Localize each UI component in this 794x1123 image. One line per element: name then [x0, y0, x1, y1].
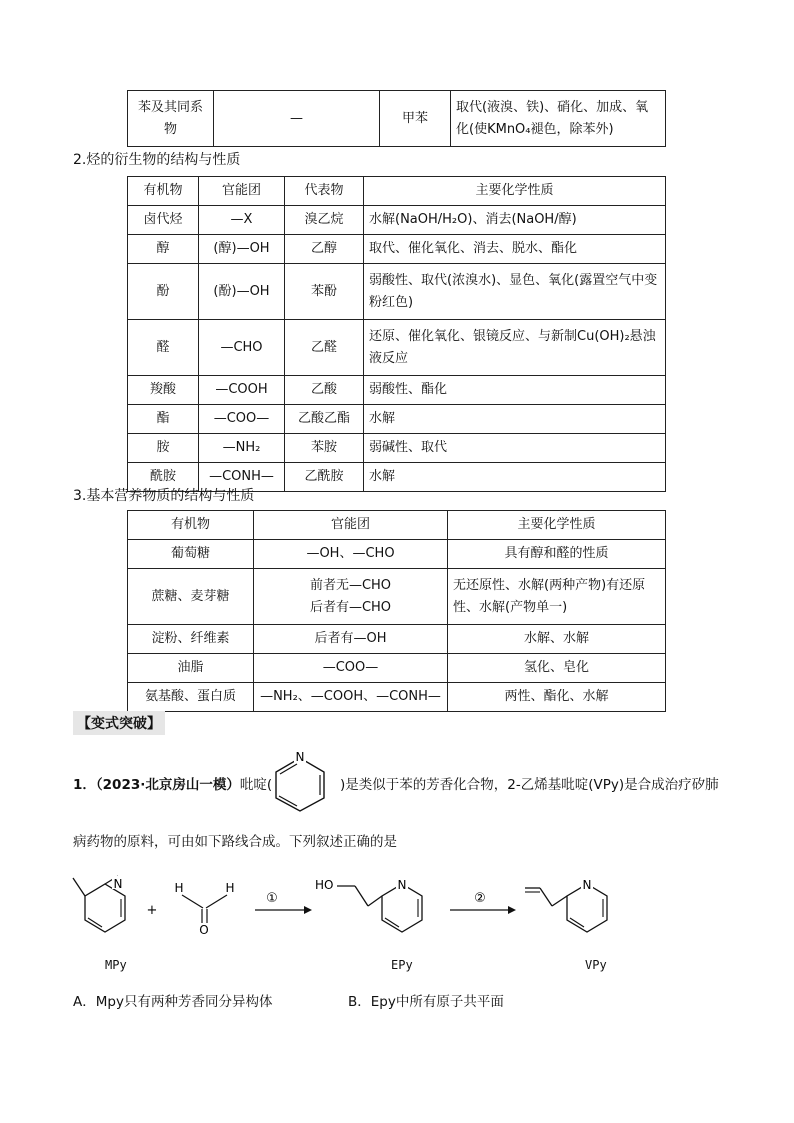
table-row: [128, 654, 666, 683]
table-row: [128, 683, 666, 712]
table-row: [128, 405, 666, 434]
table-cell: 酰胺: [128, 463, 199, 492]
option-b: B．Epy中所有原子共平面: [348, 994, 504, 1010]
table-cell: 氢化、皂化: [448, 654, 666, 683]
option-a: A．Mpy只有两种芳香同分异构体: [73, 994, 273, 1010]
table-cell: —OH、—CHO: [254, 540, 448, 569]
label-mpy: MPy: [105, 958, 127, 972]
table-cell-line: 前者无—CHO: [309, 577, 392, 593]
table-row: [128, 625, 666, 654]
pyridine-structure: [268, 748, 338, 813]
table-aromatic: [127, 90, 666, 147]
table-cell: —X: [199, 206, 285, 235]
h-label: H: [225, 881, 235, 895]
table-header: 官能团: [254, 511, 448, 540]
table-cell: 苯酚: [285, 264, 364, 320]
table-cell: —NH₂: [199, 434, 285, 463]
o-label: O: [199, 923, 209, 937]
table-row: [128, 376, 666, 405]
table-cell: 后者有—OH: [254, 625, 448, 654]
section-title-2: 2.烃的衍生物的结构与性质: [73, 152, 241, 168]
table-cell-line: 后者有—CHO: [309, 599, 392, 615]
table-row: [128, 569, 666, 625]
mpy-structure: [73, 876, 125, 932]
mpy-n-label: N: [113, 877, 123, 891]
table-cell: —COOH: [199, 376, 285, 405]
table-cell: —: [214, 91, 380, 147]
ho-label: HO: [315, 878, 334, 892]
table-header: 官能团: [199, 177, 285, 206]
step-1-label: ①: [266, 891, 278, 906]
table-cell: 取代、催化氧化、消去、脱水、酯化: [364, 235, 666, 264]
table-cell: 乙酰胺: [285, 463, 364, 492]
table-cell: 苯及其同系物: [128, 91, 214, 147]
table-cell: 氨基酸、蛋白质: [128, 683, 254, 712]
table-cell: 卤代烃: [128, 206, 199, 235]
question-line-2: 病药物的原料，可由如下路线合成。下列叙述正确的是: [73, 834, 397, 850]
table-header: 代表物: [285, 177, 364, 206]
label-vpy: VPy: [585, 958, 607, 972]
table-derivatives: [127, 176, 666, 492]
table-cell: 醛: [128, 320, 199, 376]
table-cell: 乙醛: [285, 320, 364, 376]
table-nutrients: [127, 510, 666, 712]
table-header: 主要化学性质: [364, 177, 666, 206]
table-cell: —CONH—: [199, 463, 285, 492]
question-lead: 吡啶(: [239, 777, 273, 793]
table-cell: 乙酸乙酯: [285, 405, 364, 434]
table-cell: 苯胺: [285, 434, 364, 463]
table-cell: [254, 569, 448, 625]
vpy-n-label: N: [582, 878, 592, 892]
table-cell: 水解(NaOH/H₂O)、消去(NaOH/醇): [364, 206, 666, 235]
table-cell: 蔗糖、麦芽糖: [128, 569, 254, 625]
table-header: 有机物: [128, 177, 199, 206]
table-cell: (酚)—OH: [199, 264, 285, 320]
table-header: 主要化学性质: [448, 511, 666, 540]
table-row: [128, 91, 666, 147]
table-header-row: [128, 177, 666, 206]
table-cell: 淀粉、纤维素: [128, 625, 254, 654]
table-row: [128, 540, 666, 569]
table-cell: 乙醇: [285, 235, 364, 264]
table-cell: 羧酸: [128, 376, 199, 405]
table-row: [128, 320, 666, 376]
table-row: [128, 434, 666, 463]
question-source: （2023·北京房山一模）: [95, 777, 240, 793]
table-cell: 酯: [128, 405, 199, 434]
reaction-scheme: [70, 862, 650, 952]
table-header: 有机物: [128, 511, 254, 540]
table-cell: —NH₂、—COOH、—CONH—: [254, 683, 448, 712]
step-2-label: ②: [474, 891, 486, 906]
pyridine-n-label: N: [295, 750, 305, 764]
table-cell: 弱碱性、取代: [364, 434, 666, 463]
table-cell: 乙酸: [285, 376, 364, 405]
plus-sign: +: [146, 903, 158, 918]
question-number: 1．: [73, 777, 96, 793]
table-row: [128, 206, 666, 235]
variant-tag: 【变式突破】: [73, 711, 165, 735]
table-cell: 水解: [364, 405, 666, 434]
table-cell: 弱酸性、取代(浓溴水)、显色、氧化(露置空气中变粉红色): [364, 264, 666, 320]
vpy-structure: [525, 877, 607, 932]
table-cell: —COO—: [199, 405, 285, 434]
table-cell: (醇)—OH: [199, 235, 285, 264]
table-cell: —COO—: [254, 654, 448, 683]
epy-n-label: N: [397, 878, 407, 892]
table-cell: 溴乙烷: [285, 206, 364, 235]
epy-structure: [315, 877, 422, 932]
table-cell: 两性、酯化、水解: [448, 683, 666, 712]
table-header-row: [128, 511, 666, 540]
table-cell: 葡萄糖: [128, 540, 254, 569]
table-cell: 酚: [128, 264, 199, 320]
table-cell: 醇: [128, 235, 199, 264]
table-cell: 取代(液溴、铁)、硝化、加成、氧化(使KMnO₄褪色，除苯外): [451, 91, 666, 147]
question-rest: )是类似于苯的芳香化合物，2-乙烯基吡啶(VPy)是合成治疗矽肺: [340, 777, 719, 793]
table-cell: 弱酸性、酯化: [364, 376, 666, 405]
formaldehyde-structure: [174, 881, 234, 937]
table-cell: 胺: [128, 434, 199, 463]
table-cell: 甲苯: [380, 91, 451, 147]
label-epy: EPy: [391, 958, 413, 972]
table-row: [128, 264, 666, 320]
table-cell: 水解、水解: [448, 625, 666, 654]
table-cell: —CHO: [199, 320, 285, 376]
table-cell: 无还原性、水解(两种产物)有还原性、水解(产物单一): [448, 569, 666, 625]
table-cell: 还原、催化氧化、银镜反应、与新制Cu(OH)₂悬浊液反应: [364, 320, 666, 376]
question-line-1: [73, 773, 272, 793]
table-cell: 水解: [364, 463, 666, 492]
table-row: [128, 235, 666, 264]
table-cell: 具有醇和醛的性质: [448, 540, 666, 569]
table-cell: 油脂: [128, 654, 254, 683]
h-label: H: [174, 881, 184, 895]
section-title-3: 3.基本营养物质的结构与性质: [73, 488, 255, 504]
